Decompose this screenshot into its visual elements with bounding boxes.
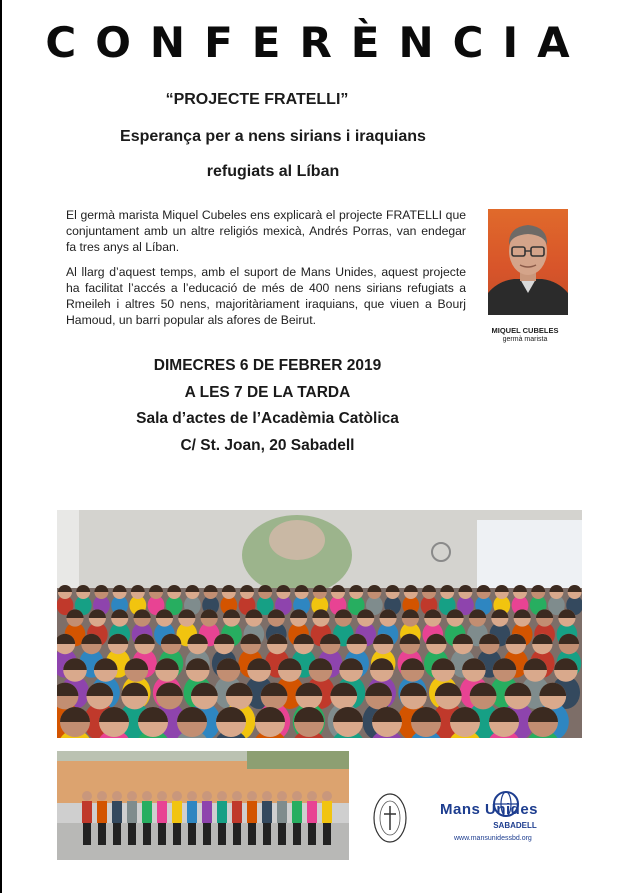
page-title: CONFERÈNCIA	[45, 18, 589, 67]
org-website: www.mansunidessbd.org	[454, 835, 532, 842]
org-name: Mans Unides	[440, 801, 539, 818]
classroom-children-photo	[57, 510, 582, 738]
subtitle-line-1: Esperança per a nens sirians i iraquians	[120, 128, 426, 145]
speaker-name: MIQUEL CUBELES	[491, 326, 559, 335]
event-address: C/ St. Joan, 20 Sabadell	[180, 437, 355, 454]
mans-unides-logo	[440, 791, 590, 851]
project-name: “PROJECTE FRATELLI”	[165, 91, 349, 108]
org-city: SABADELL	[493, 821, 537, 830]
body-paragraph-1: El germà marista Miquel Cubeles ens explicarà el projecte FRATELLI que conjuntament amb un altre religiós mexicà, Andrés Porras, van endegar fa tres anys al Líban.	[66, 208, 466, 254]
event-date: DIMECRES 6 DE FEBRER 2019	[153, 357, 382, 374]
academia-catolica-seal	[372, 792, 408, 844]
event-time: A LES 7 DE LA TARDA	[184, 384, 351, 401]
speaker-photo	[488, 209, 568, 315]
subtitle-line-2: refugiats al Líban	[206, 163, 340, 180]
playground-children-photo	[57, 751, 349, 860]
event-venue: Sala d’actes de l’Acadèmia Catòlica	[136, 410, 399, 427]
body-paragraph-2: Al llarg d’aquest temps, amb el suport de Mans Unides, aquest projecte ha facilitat l’accés a l’educació de més de 400 nens sirians refugiats a Rmeileh i altres 50 nens, majoritàriament iraquians, que viuen a Bourj Hamoud, un barri popular als afores de Beirut.	[66, 265, 466, 327]
speaker-role: germà marista	[502, 336, 548, 343]
